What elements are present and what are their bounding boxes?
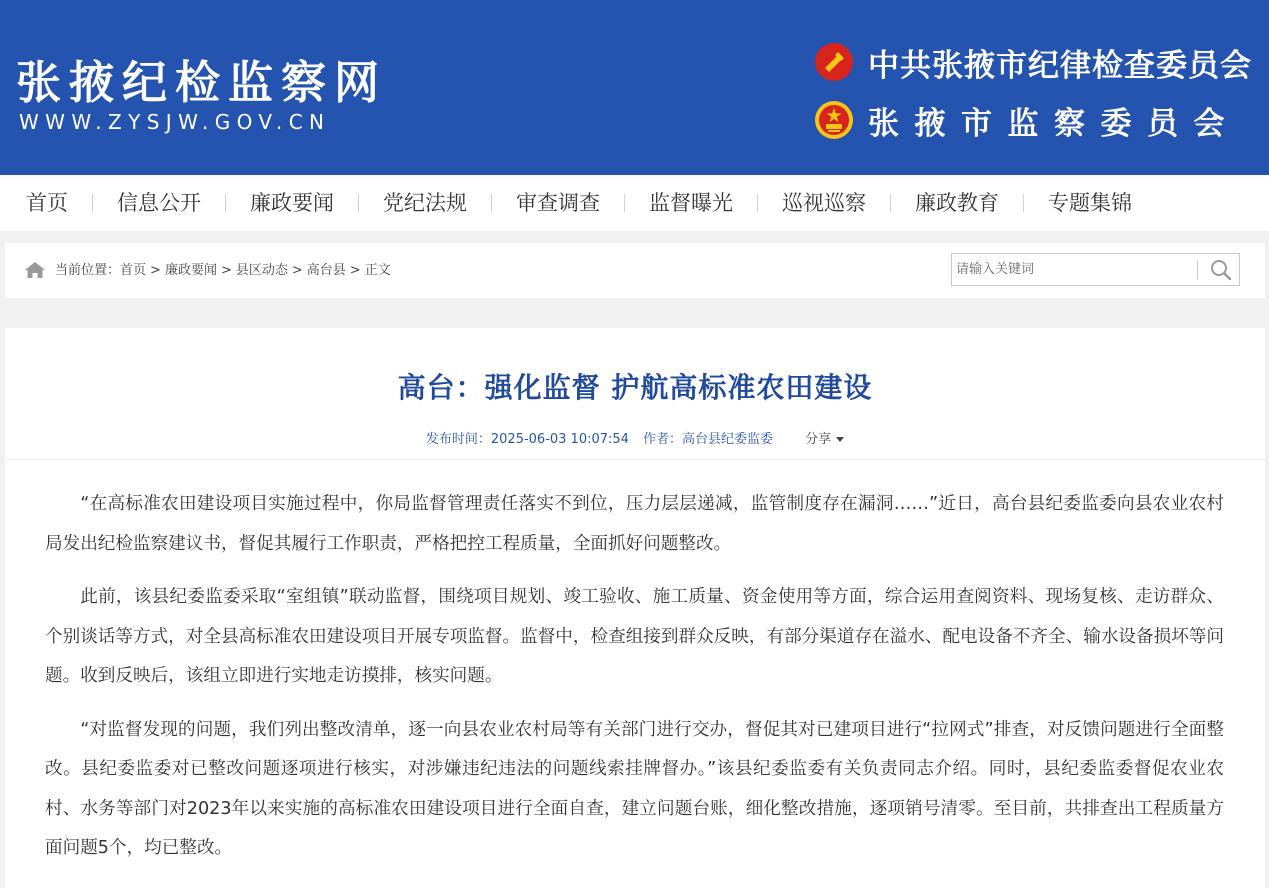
breadcrumb-gaotai[interactable]: 高台县 [306, 263, 346, 278]
home-icon [25, 262, 45, 278]
search-button[interactable] [1202, 254, 1239, 285]
caret-down-icon [836, 437, 844, 442]
org-supervision-commission [814, 98, 1240, 142]
article-paragraph: “在高标准农田建设项目实施过程中，你局监督管理责任落实不到位，压力层层递减，监管制度存在漏洞……”近日，高台县纪委监委向县农业农村局发出纪检监察建议书，督促其履行工作职责，严格把控工程质量，全面抓好问题整改。 [45, 494, 1224, 554]
main-nav [0, 175, 1269, 231]
breadcrumb-separator: > [349, 263, 361, 278]
search-box [951, 253, 1240, 286]
nav-item-special-topics[interactable]: 专题集锦 [1048, 191, 1132, 215]
breadcrumb [55, 243, 391, 298]
site-title[interactable]: 张掖纪检监察网 [16, 56, 388, 109]
site-header [0, 0, 1269, 175]
org-line2-text: 张掖市监察委员会 [868, 105, 1240, 142]
search-icon [1210, 259, 1232, 281]
breadcrumb-bar [5, 243, 1265, 298]
breadcrumb-separator: > [291, 263, 303, 278]
share-dropdown[interactable] [805, 428, 844, 447]
nav-item-info-disclosure[interactable]: 信息公开 [117, 191, 201, 215]
breadcrumb-home[interactable]: 首页 [120, 263, 147, 278]
meta-divider [5, 459, 1265, 460]
article-container [5, 328, 1265, 888]
author-label: 作者： [642, 432, 682, 447]
nav-item-inspection[interactable]: 巡视巡察 [782, 191, 866, 215]
nav-item-integrity-education[interactable]: 廉政教育 [915, 191, 999, 215]
breadcrumb-integrity-news[interactable]: 廉政要闻 [164, 263, 217, 278]
nav-item-home[interactable]: 首页 [26, 191, 68, 215]
party-emblem-icon [814, 42, 854, 82]
article-title: 高台：强化监督 护航高标准农田建设 [397, 371, 873, 404]
breadcrumb-prefix: 当前位置： [55, 263, 121, 278]
nav-item-investigation[interactable]: 审查调查 [516, 191, 600, 215]
nav-item-party-regulations[interactable]: 党纪法规 [383, 191, 467, 215]
breadcrumb-separator: > [150, 263, 161, 278]
article-meta [5, 428, 1265, 447]
publish-label: 发布时间： [425, 432, 491, 447]
article-paragraph: “对监督发现的问题，我们列出整改清单，逐一向县农业农村局等有关部门进行交办，督促其对已建项目进行“拉网式”排查，对反馈问题进行全面整改。县纪委监委对已整改问题逐项进行核实，对涉嫌违纪违法的问题线索挂牌督办。”该县纪委监委有关负责同志介绍。同时，县纪委监委督促农业农村、水务等部门对2023年以来实施的高标准农田建设项目进行全面自查，建立问题台账，细化整改措施，逐项销号清零。至目前，共排查出工程质量方面问题5个，均已整改。 [45, 719, 1224, 858]
breadcrumb-separator: > [220, 263, 232, 278]
breadcrumb-county-news[interactable]: 县区动态 [235, 263, 288, 278]
org-line1-text: 中共张掖市纪律检查委员会 [868, 47, 1252, 84]
search-divider [1197, 260, 1198, 279]
search-input[interactable] [952, 254, 1196, 285]
article-paragraph: 此前，该县纪委监委采取“室组镇”联动监督，围绕项目规划、竣工验收、施工质量、资金使用等方面，综合运用查阅资料、现场复核、走访群众、个别谈话等方式，对全县高标准农田建设项目开展专项监督。监督中，检查组接到群众反映，有部分渠道存在溢水、配电设备不齐全、输水设备损坏等问题。收到反映后，该组立即进行实地走访摸排，核实问题。 [45, 587, 1224, 686]
author-name: 高台县纪委监委 [681, 432, 773, 447]
share-label: 分享 [805, 432, 832, 447]
article-body [45, 485, 1224, 883]
breadcrumb-current: 正文 [364, 263, 391, 278]
publish-time: 2025-06-03 10:07:54 [490, 432, 629, 447]
nav-item-supervision-exposure[interactable]: 监督曝光 [649, 191, 733, 215]
nav-item-integrity-news[interactable]: 廉政要闻 [250, 191, 334, 215]
org-party-commission [814, 40, 1252, 84]
site-url: WWW.ZYSJW.GOV.CN [19, 110, 331, 134]
national-emblem-icon [814, 100, 854, 140]
